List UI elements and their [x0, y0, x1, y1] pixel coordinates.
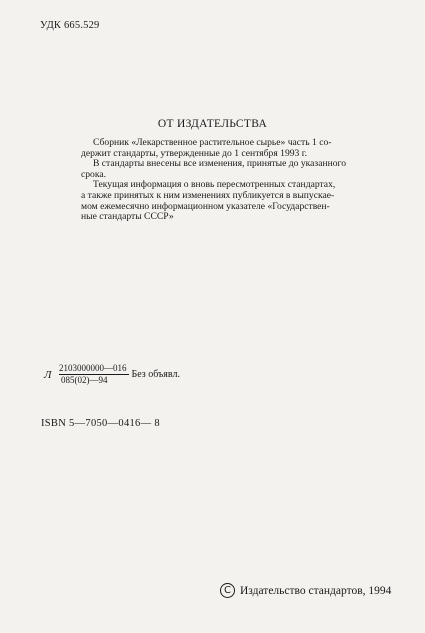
notice-line: ные стандарты СССР»: [81, 211, 174, 223]
pricing-fraction: [59, 363, 129, 386]
pricing-note: Без объявл.: [131, 369, 180, 380]
publisher-notice: [81, 138, 381, 223]
udk-code: УДК 665.529: [40, 20, 100, 31]
copyright-text: Издательство стандартов, 1994: [240, 584, 392, 597]
notice-line: мом ежемесячно информационном указателе «Государствен-: [81, 200, 330, 212]
notice-line: держит стандарты, утвержденные до 1 сентября 1993 г.: [81, 147, 307, 159]
pricing-denominator: 085(02)—94: [61, 375, 108, 385]
notice-line: срока.: [81, 168, 107, 180]
notice-title: ОТ ИЗДАТЕЛЬСТВА: [157, 118, 268, 130]
notice-line: а также принятых к ним изменениях публикуется в выпускае-: [81, 189, 335, 201]
isbn-number: ISBN 5—7050—0416— 8: [41, 418, 160, 429]
notice-line: Текущая информация о вновь пересмотренных стандартах,: [93, 179, 336, 191]
notice-line: В стандарты внесены все изменения, принятые до указанного: [93, 158, 347, 170]
copyright-icon: C: [220, 583, 235, 598]
pricing-code: [44, 363, 180, 386]
notice-line: Сборник «Лекарственное растительное сырье» часть 1 со-: [93, 137, 332, 148]
pricing-numerator: 2103000000—016: [59, 363, 127, 373]
copyright-line: [220, 583, 391, 598]
pricing-letter: Л: [44, 368, 52, 381]
